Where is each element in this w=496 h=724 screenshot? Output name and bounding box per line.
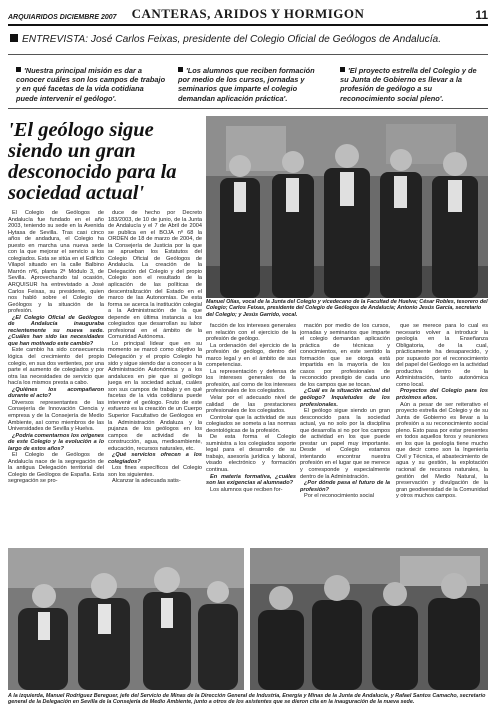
- question: ¿Qué servicios ofrecen a los colegiados?: [108, 452, 202, 465]
- question: ¿Podría comentarnos los orígenes de este Colegio y la evolución a lo largo de estos años?: [8, 432, 104, 452]
- paragraph: Controlar que la actividad de sus colegiados se someta a las normas deontológicas de la profesión.: [206, 414, 296, 434]
- paragraph: Velar por el adecuado nivel de calidad de las prestaciones profesionales de los colegiados.: [206, 395, 296, 415]
- question: ¿Cuál es la situación actual del geólogo? Inquietudes de los profesionales.: [300, 388, 390, 408]
- page-number: 11: [475, 8, 488, 22]
- paragraph: Lo principal lidear que en su momento se marcó como objetivo la Delegación y el propio Colegio ha sido y sigue siendo dar a conocer a la Administración Autonómica y a los andaluces en pie que si geólogo juega en la sociedad actual, cuáles son sus campos de trabajo y en qué facetas de la vida cotidiana puede intervenir el geólogo. Fruto de este esfuerzo es la creación de un Cuerpo Superior Facultativo de Geólogos en la Administración Andaluza y la pujanza de los geólogos en los campos de actividad de la construcción, agua, medioambiente, educación, recursos naturales, etc.: [108, 340, 202, 452]
- question: ¿El Colegio Oficial de Geólogos de Andalucía inauguraba recientemente su nueva sede. ¿Cuáles han sido las necesidades que han motivado este cambio?: [8, 314, 104, 347]
- issue-label: ARQUIARIDOS DICIEMBRE 2007: [8, 14, 117, 21]
- bottom-left-photo: [8, 548, 244, 690]
- square-bullet-icon: [10, 34, 18, 42]
- headline: 'El geólogo sigue siendo un gran desconocido para la sociedad actual': [8, 119, 177, 204]
- interview-kicker: [10, 34, 488, 45]
- paragraph: El Colegio de Geólogos de Andalucía fue fundado en el año 2003, teniendo su sede en la Avenida Hytasa de Sevilla. Tras casi cinco años de andadura, el Colegio ha puesto en marcha una nueva sede con la que mejorar el servicio a los colegiados. Esta se sitúa en el Edificio Vilapol situado en la calle Balbino Marrón nº6, planta 2ª Módulo 3, de Sevilla. Aprovechando tal ocasión, ARQUISUR ha entrevistado a José Carlos Feixas, su presidente, quien nos habló sobre el Colegio de Geólogos y la situación de la profesión.: [8, 210, 104, 315]
- paragraph: Este cambio ha sido consecuencia lógica del crecimiento del propio colegio, en sus dos vertientes, por una parte el aumento de colegiados y por otra las necesidades de servicio que hacía los mismos presta a cabo.: [8, 347, 104, 387]
- article-column-3: [206, 323, 296, 538]
- bottom-photo-caption: A la izquierda, Manuel Rodríguez Bereguer, jefe del Servicio de Minas de la Dirección General de Industria, Energía y Minas de la Junta de Andalucía, y Rafael Santos Camacho, secretario general de la Delegación en Sevilla de la Consejería de Medio Ambiente, junto a otros de los asistentes que se dieron cita en la inauguración de la nueva sede.: [8, 693, 486, 706]
- paragraph: duce de hecho por Decreto 183/2003, de 10 de junio, de la Junta de Andalucía y el 7 de Abril de 2004 se publica en el BOJA nº 68 la ORDEN de 18 de marzo de 2004, de la Consejería de Justicia por la que se aprueban los Estatutos del Colegio Oficial de Geólogos de Andalucía. La creación de la Delegación del Colegio y del propio Colegio son el resultado de la aplicación de las políticas de descentralización del Estado en el marco de las Autonomías. De esta forma se acerca la institución colegial a la Administración de la que depende en última instancia a los colegiados que desarrollan su labor profesional en el ámbito de la Comunidad Autónoma.: [108, 210, 202, 341]
- pull-quote-text: 'El proyecto estrella del Colegio y de su Junta de Gobierno es llevar a la profesión de geólogo a su reconocimiento social pleno'.: [340, 66, 477, 103]
- paragraph: Aún a pesar de ser reiterativo el proyecto estrella del Colegio y de su Junta de Gobierno es llevar a la profesión a su reconocimiento social pleno. Esto pasa por estar presentes en todos aquellos foros y reuniones en los que la geología tiene mucho que decir como son la Ingeniería Civil y Técnica, el abastecimiento de agua y su gestión, la explotación racional de recursos naturales, la gestión del Medio Natural, la preservación y divulgación de la gran geodiversidad de la Comunidad y otros muchos campos.: [396, 401, 488, 500]
- pull-quote-3: [340, 66, 486, 103]
- paragraph: El geólogo sigue siendo un gran desconocido para la sociedad actual, ya no solo por la disciplina que desarrolla si no por los campos de actividad en los que puede prestar un papel muy importante. Desde el Colegio estamos intentando encontrar nuestra profesión en el lugar que se merece y corresponde y especialmente dentro de la Administración.: [300, 408, 390, 480]
- pull-quote-1: [16, 66, 166, 103]
- paragraph: Alcanzar la adecuada satis-: [112, 478, 181, 485]
- pull-quote-2: [178, 66, 328, 103]
- top-photo-caption: Manuel Olías, vocal de la Junta del Colegio y vicedecano de la Facultad de Huelva; César Robles, tesorero del Colegio; Carlos Feixas, presidente del Colegio de Geólogos de Andalucía; Antonio Jesús García, secretario del Colegio; y Jesús Garrido, vocal.: [206, 299, 488, 318]
- article-column-1: [8, 210, 104, 538]
- page-header: [8, 6, 488, 26]
- paragraph: Por el reconocimiento social: [304, 493, 374, 500]
- paragraph: La ordenación del ejercicio de la profesión de geólogo, dentro del marco legal y en el ámbito de sus competencias.: [206, 342, 296, 369]
- paragraph: mación por medio de los cursos, jornadas y seminarios que imparte el colegio demandan aplicación práctica de técnicas y conocimientos, en este sentido la formación que se otorga está impartida en la mayoría de los casos por profesionales de reconocido prestigio de cada uno de los campos que se tocan.: [300, 323, 390, 388]
- article-column-4: [300, 323, 390, 538]
- question: En materia formativa, ¿cuáles son las exigencias al alumnado?: [206, 473, 296, 487]
- paragraph: Los fines específicos del Colegio son los siguientes.: [108, 465, 202, 478]
- article-column-5: [396, 323, 488, 538]
- paragraph: que se merece para lo cual es necesario volver a introducir la geología en la Enseñanza Obligatoria, de la cual, prácticamente ha desaparecido, y por supuesto por el reconocimiento del papel del Geólogo en la actividad productiva dentro de la Administración, tanto autonómica como local.: [396, 323, 488, 388]
- square-bullet-icon: [16, 67, 21, 72]
- paragraph: La representación y defensa de los intereses generales de la profesión, así como de los intereses profesionales de los colegiados.: [206, 368, 296, 395]
- square-bullet-icon: [340, 67, 345, 72]
- article-column-2: [108, 210, 202, 538]
- paragraph: De esta forma el Colegio suministra a los colegiados soporte legal para el desarrollo de su trabajo, asesoría jurídica y laboral, visado electrónico y formación continua.: [206, 434, 296, 474]
- question: Proyectos del Colegio para los próximos años.: [396, 388, 488, 402]
- paragraph: facción de los intereses generales en relación con el ejercicio de la profesión de geólogo.: [206, 323, 296, 343]
- pull-quote-text: 'Nuestra principal misión es dar a conocer cuáles son los campos de trabajo y en qué facetas de la vida cotidiana puede intervenir el geólogo'.: [16, 66, 166, 103]
- divider-rule: [8, 54, 488, 55]
- group-photo: [206, 116, 488, 298]
- kicker-text: ENTREVISTA: José Carlos Feixas, presidente del Colegio Oficial de Geólogos de Andalucía.: [22, 34, 442, 45]
- divider-rule: [8, 108, 488, 109]
- paragraph: Diversos representantes de las Consejería de Innovación Ciencia y empresa y de la Consejería de Medio Ambiente, así como miembros de las Universidades de Sevilla y Huelva.: [8, 399, 104, 433]
- question: ¿Por dónde pasa el futuro de la profesión?: [300, 480, 390, 493]
- paragraph: El Colegio de Geólogos de Andalucía nace de la segregación de la antigua Delegación territorial del Colegio de Geólogos de España. Esta segregación se pro-: [8, 452, 104, 485]
- bottom-right-photo: [250, 548, 488, 690]
- question: ¿Quiénes los acompañaron durante el acto?: [8, 386, 104, 400]
- paragraph: Los alumnos que reciben for-: [210, 486, 283, 493]
- pull-quote-text: 'Los alumnos que reciben formación por medio de los cursos, jornadas y seminarios que imparte el colegio demandan aplicación práctica'.: [178, 66, 315, 103]
- section-title: CANTERAS, ARIDOS Y HORMIGON: [131, 6, 365, 21]
- square-bullet-icon: [178, 67, 183, 72]
